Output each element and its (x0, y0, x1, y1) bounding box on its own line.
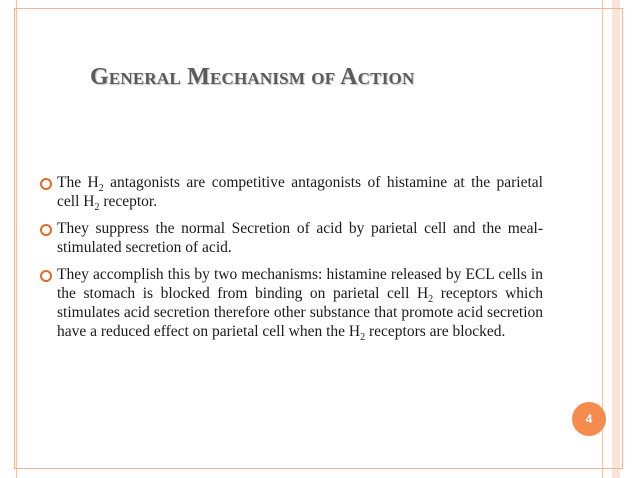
slide-title: General Mechanism of Action (90, 64, 415, 90)
circle-bullet-icon (40, 178, 52, 190)
bullet-item (40, 219, 543, 257)
subscript: 2 (360, 332, 366, 344)
bullet-text-segment: The H (57, 174, 99, 191)
bullet-text-segment: receptors are blocked. (365, 323, 506, 340)
bullet-item (40, 173, 543, 214)
bullet-text-segment: receptors which stimulates acid secretion therefore other substance that promote acid secretion have a reduced effect on parietal cell when the H (57, 285, 543, 340)
subscript: 2 (94, 202, 100, 214)
subscript: 2 (98, 183, 104, 195)
bullet-text (57, 173, 543, 214)
circle-bullet-icon (40, 270, 52, 282)
subscript: 2 (428, 294, 434, 306)
circle-bullet-icon (40, 224, 52, 236)
bullet-item (40, 265, 543, 344)
bullet-text (57, 219, 543, 257)
bullet-text-segment: receptor. (99, 193, 158, 210)
bullet-text-segment: They accomplish this by two mechanisms: histamine released by ECL cells in the stomach is blocked from binding on parietal cell H (57, 266, 543, 302)
bullet-text (57, 265, 543, 344)
page-number-badge: 4 (572, 402, 606, 436)
bullet-text-segment: antagonists are competitive antagonists of histamine at the parietal cell H (57, 174, 543, 210)
bullet-text-segment: They suppress the normal Secretion of acid by parietal cell and the meal-stimulated secretion of acid. (57, 220, 543, 256)
bullet-list (40, 173, 543, 349)
